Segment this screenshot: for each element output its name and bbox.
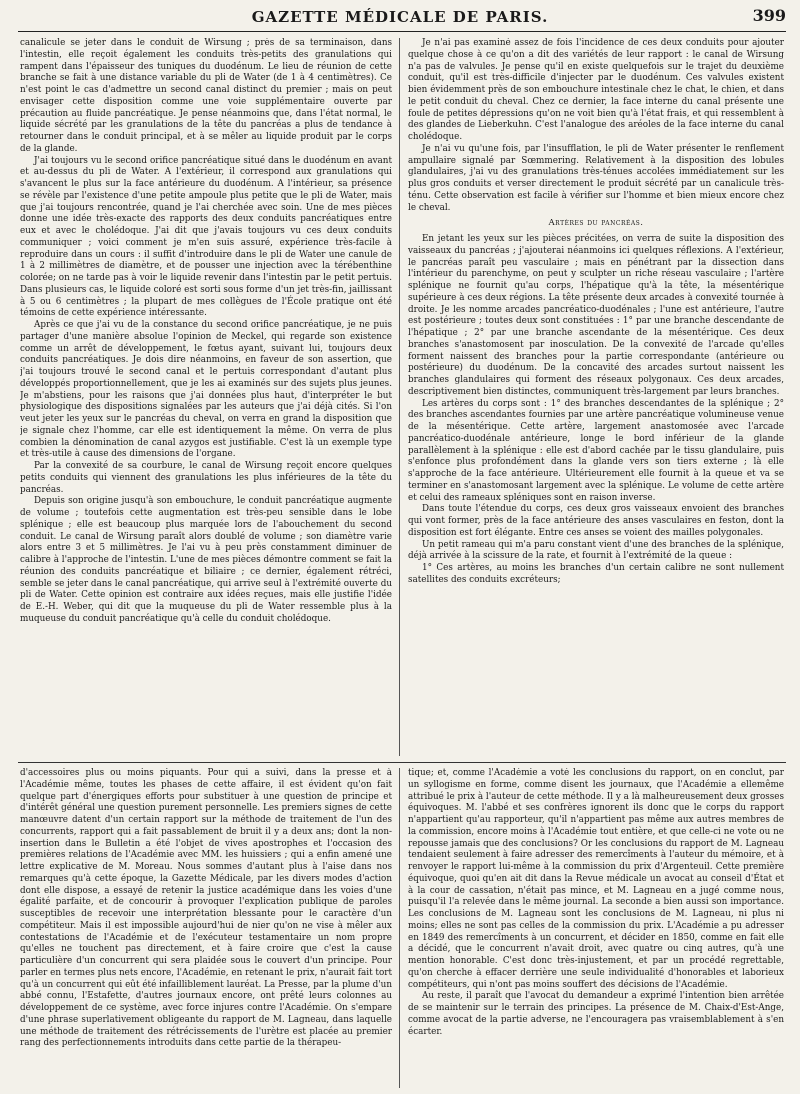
feuilleton-column-right [408, 768, 784, 1090]
paragraph: Dans toute l'étendue du corps, ces deux gros vaisseaux envoient des branches qui vont former, près de la face antérieure des anses vasculaires en feston, dont la disposition est fort élégante. Entre ces anses se voient des mailles polygonales. [408, 504, 784, 538]
feuilleton-column-left [20, 768, 392, 1090]
paragraph: Par la convexité de sa courbure, le canal de Wirsung reçoit encore quelques petits conduits qui viennent des granulations les plus inférieures de la tête du pancréas. [20, 461, 392, 495]
paragraph: d'accessoires plus ou moins piquants. Pour qui a suivi, dans la presse et à l'Académie même, toutes les phases de cette affaire, il est évident qu'on fait quelque part d'énergiques efforts pour substituer à une question de principe et d'intérêt général une question purement personnelle. Les premiers signes de cette manœuvre datent d'un certain rapport sur la méthode de traitement de l'un des concurrents, rapport qui a fait passablement de bruit il y a deux ans; dont la non-insertion dans le Bulletin a été l'objet de vives apostrophes et l'occasion des premières relations de l'Académie avec MM. les huissiers ; qui a enfin amené une lettre explicative de M. Moreau. Nous sommes d'autant plus à l'aise dans nos remarques qu'à cette époque, la Gazette Médicale, par les divers modes d'action dont elle dispose, a essayé de retenir la justice académique dans les voies d'une égalité parfaite, et de concourir à provoquer l'explication publique de paroles susceptibles de recevoir une interprétation blessante pour le caractère d'un compétiteur. Mais il est impossible aujourd'hui de nier qu'on ne vise à mêler aux contestations de l'Académie et de l'exécuteur testamentaire un nom propre qu'elles ne touchent pas directement, et à faire croire que c'est la cause particulière d'un concurrent qui sera plaidée sous le couvert d'un principe. Pour parler en termes plus nets encore, l'Académie, en retenant le prix, n'aurait fait tort qu'à un concurrent qui eût été infailliblement lauréat. La Presse, par la plume d'un abbé connu, l'Estafette, d'autres journaux encore, ont prêté leurs colonnes au développement de ce système, avec force injures contre l'Académie. On s'empare d'une phrase superlativement obligeante du rapport de M. Lagneau, dans laquelle une méthode de traitement des rétrécissements de l'urètre est placée au premier rang des perfectionnements introduits dans cette partie de la thérapeu- [20, 768, 392, 1049]
paragraph: Au reste, il paraît que l'avocat du demandeur a exprimé l'intention bien arrêtée de se maintenir sur le terrain des principes. La présence de M. Chaix-d'Est-Ange, comme avocat de la partie adverse, ne l'encouragera pas vraisemblablement à s'en écarter. [408, 991, 784, 1037]
page-header [0, 0, 800, 28]
paragraph: Les artères du corps sont : 1° des branches descendantes de la splénique ; 2° des branches ascendantes fournies par une artère pancréatique volumineuse venue de la mésentérique. Cette artère, largement anastomosée avec l'arcade pancréatico-duodénale antérieure, longe le bord inférieur de la glande parallèlement à la splénique : elle est d'abord cachée par le tissu glandulaire, puis s'enfonce plus profondément dans la glande vers son tiers externe ; là elle s'approche de la face antérieure. Ultérieurement elle fournit à la queue et va se terminer en s'anastomosant largement avec la splénique. Le volume de cette artère et celui des rameaux spléniques sont en raison inverse. [408, 398, 784, 503]
paragraph: canalicule se jeter dans le conduit de Wirsung ; près de sa terminaison, dans l'intestin, elle reçoit également les conduits très-petits des granulations qui rampent dans l'épaisseur des tuniques du duodénum. Le lieu de réunion de cette branche se fait à une distance variable du pli de Water (de 1 à 4 centimètres). Ce n'est point le cas d'admettre un second canal distinct du premier ; mais on peut envisager cette disposition comme une voie supplémentaire ouverte par précaution au fluide pancréatique. Je pense néanmoins que, dans l'état normal, le liquide sécrété par les granulations de la tête du pancréas a plus de tendance à retourner dans le conduit principal, et à se mêler au liquide produit par le corps de la glande. [20, 38, 392, 154]
paragraph: tique; et, comme l'Académie a voté les conclusions du rapport, on en conclut, par un syllogisme en forme, comme disent les journaux, que l'Académie a ellemême attribué le prix à l'auteur de cette méthode. Il y a là malheureusement deux grosses équivoques. M. l'abbé et ses confrères ignorent ils donc que le corps du rapport n'appartient qu'au rapporteur, qu'il n'appartient pas même aux autres membres de la commission, encore moins à l'Académie tout entière, et que celle-ci ne vote ou ne repousse jamais que des conclusions? Or les conclusions du rapport de M. Lagneau tendaient seulement à faire adresser des remercîments à l'auteur du mémoire, et à renvoyer le rapport lui-même à la commission du prix d'Argenteuil. Cette première équivoque, quoi qu'en ait dit dans la Revue médicale un avocat au conseil d'État et à la cour de cassation, n'était pas mince, et M. Lagneau en a jugé comme nous, puisqu'il l'a relevée dans le même journal. La seconde a bien aussi son importance. Les conclusions de M. Lagneau sont les conclusions de M. Lagneau, ni plus ni moins; elles ne sont pas celles de la commission du prix. L'Académie a pu adresser en 1849 des remercîments à un concurrent, et décider en 1850, comme en fait elle a décidé, que le concurrent n'avait droit, avec quatre ou cinq autres, qu'à une mention honorable. C'est donc très-injustement, et par un procédé regrettable, qu'on cherche à effacer derrière une seule individualité d'honorables et laborieux compétiteurs, qui n'ont pas moins souffert des décisions de l'Académie. [408, 768, 784, 990]
column-divider-top [399, 38, 400, 756]
running-title: GAZETTE MÉDICALE DE PARIS. [251, 8, 549, 26]
paragraph: Depuis son origine jusqu'à son embouchure, le conduit pancréatique augmente de volume ; toutefois cette augmentation est très-peu sensible dans le lobe splénique ; elle est beaucoup plus marquée lors de l'abouchement du second conduit. Le canal de Wirsung paraît alors doublé de volume ; son diamètre varie alors entre 3 et 5 millimètres. Je l'ai vu à peu près constamment diminuer de calibre à l'approche de l'intestin. L'une de mes pièces démontre comment se fait la réunion des conduits pancréatique et biliaire ; ce dernier, également rétréci, semble se jeter dans le canal pancréatique, qui arrive seul à l'extrémité ouverte du pli de Water. Cette opinion est contraire aux idées reçues, mais elle justifie l'idée de E.-H. Weber, qui dit que la muqueuse du pli de Water ressemble plus à la muqueuse du conduit pancréatique qu'à celle du conduit cholédoque. [20, 496, 392, 624]
feuilleton-rule [18, 762, 786, 763]
paragraph: J'ai toujours vu le second orifice pancréatique situé dans le duodénum en avant et au-dessus du pli de Water. A l'extérieur, il correspond aux granulations qui s'avancent le plus sur la face antérieure du duodénum. A l'intérieur, sa présence se révèle par l'existence d'une petite ampoule plus petite que le pli de Water, mais que j'ai toujours rencontrée, quand je l'ai cherchée avec soin. Une de mes pièces donne une idée très-exacte des rapports des deux conduits pancréatiques entre eux et avec le cholédoque. J'ai dit que j'avais toujours vu ces deux conduits communiquer ; voici comment je m'en suis assuré, expérience très-facile à reproduire dans un cours : il suffit d'introduire dans le pli de Water une canule de 1 à 2 millimètres de diamètre, et de pousser une injection avec la térébenthine colorée; on ne tarde pas à voir le liquide revenir dans l'intestin par le petit pertuis. Dans plusieurs cas, le liquide coloré est sorti sous forme d'un jet très-fin, jaillissant à 5 ou 6 centimètres ; la plupart de mes collègues de l'École pratique ont été témoins de cette expérience intéressante. [20, 155, 392, 319]
page-number: 399 [752, 6, 786, 25]
section-heading: Artères du pancréas. [548, 218, 644, 229]
paragraph: Un petit rameau qui m'a paru constant vient d'une des branches de la splénique, déjà arrivée à la scissure de la rate, et fournit à l'extrémité de la queue : [408, 539, 784, 562]
paragraph: Je n'ai pas examiné assez de fois l'incidence de ces deux conduits pour ajouter quelque chose à ce qu'on a dit des variétés de leur rapport : le canal de Wirsung n'a pas de valvules. Je pense qu'il en existe quelquefois sur le trajet du deuxième conduit, qu'il est très-difficile d'injecter par le duodénum. Ces valvules existent bien évidemment près de son embouchure intestinale chez le chat, le chien, et dans le petit conduit du cheval. Chez ce dernier, la face interne du canal présente une foule de petites dépressions qu'on ne voit bien qu'à l'état frais, et qui ressemblent à des glandes de Lieberkuhn. C'est l'analogue des aréoles de la face interne du canal cholédoque. [408, 38, 784, 142]
paragraph: Après ce que j'ai vu de la constance du second orifice pancréatique, je ne puis partager d'une manière absolue l'opinion de Meckel, qui regarde son existence comme un arrêt de développement, le fœtus ayant, suivant lui, toujours deux conduits pancréatiques. Je dois dire néanmoins, en faveur de son assertion, que j'ai toujours trouvé le second canal et le pertuis correspondant d'autant plus développés proportionnellement, que je les ai examinés sur des sujets plus jeunes. Je m'abstiens, pour les raisons que j'ai données plus haut, d'interpréter le but physiologique des dispositions signalées par les auteurs que j'ai déjà cités. Si l'on veut jeter les yeux sur le pancréas du cheval, on verra en grand la disposition que je signale chez l'homme, car elle est identiquement la même. On verra de plus combien la dénomination de canal azygos est justifiable. C'est là un exemple type et très-utile à cause des dimensions de l'organe. [20, 320, 392, 460]
paragraph: Je n'ai vu qu'une fois, par l'insufflation, le pli de Water présenter le renflement ampullaire signalé par Sœmmering. Relativement à la disposition des lobules glandulaires, j'ai vu des granulations très-ténues accolées immédiatement sur les plus gros conduits et verser directement le produit sécrété par un canalicule très-ténu. Cette observation est facile à vérifier sur l'homme et bien mieux encore chez le cheval. [408, 143, 784, 213]
article-column-left [20, 38, 392, 758]
paragraph: 1° Ces artères, au moins les branches d'un certain calibre ne sont nullement satellites des conduits excréteurs; [408, 563, 784, 585]
paragraph: En jetant les yeux sur les pièces précitées, on verra de suite la disposition des vaisseaux du pancréas ; j'ajouterai néanmoins ici quelques réflexions. A l'extérieur, le pancréas paraît peu vasculaire ; mais en pénétrant par la dissection dans l'intérieur du parenchyme, on peut y sculpter un riche réseau vasculaire ; l'artère splénique ne fournit qu'au corps, l'hépatique qu'à la tête, la mésentérique supérieure à ces deux régions. La tête présente deux arcades à convexité tournée à droite. Je les nomme arcades pancréatico-duodénales ; l'une est antérieure, l'autre est postérieure ; toutes deux sont constituées : 1° par une branche descendante de l'hépatique ; 2° par une branche ascendante de la mésentérique. Ces deux branches s'anastomosent par inosculation. De la convexité de l'arcade qu'elles forment naissent des branches pour la partie correspondante (antérieure ou postérieure) du duodénum. De la concavité des arcades surtout naissent les branches glandulaires qui forment des réseaux polygonaux. Ces deux arcades, descriptivement bien distinctes, communiquent très-largement par leurs branches. [408, 234, 784, 397]
article-column-right [408, 38, 784, 758]
column-divider-bottom [399, 768, 400, 1088]
header-rule [18, 31, 786, 32]
